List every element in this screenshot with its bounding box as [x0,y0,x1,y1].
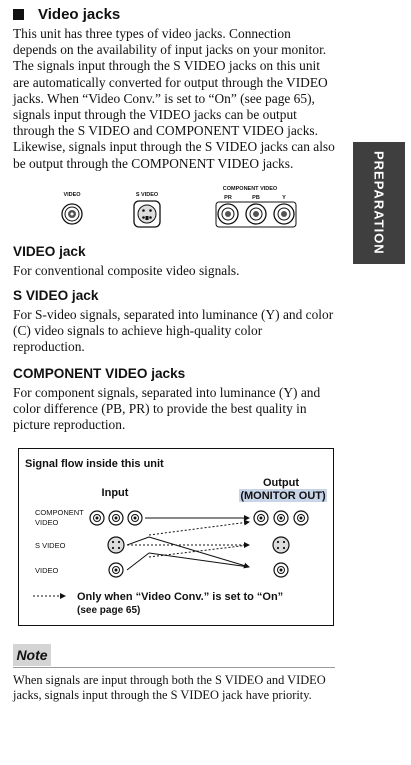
preparation-tab-label: PREPARATION [371,151,387,255]
output-label: Output [262,477,300,489]
input-svideo-jack-icon [108,537,124,553]
signal-flow-lines [127,518,249,570]
component-jack-icons [216,202,296,227]
row-component-label-1: COMPONENT [35,508,84,517]
section-heading [13,6,120,23]
video-jack-icon [62,204,82,224]
row-component-label-2: VIDEO [35,518,59,527]
video-jack-heading: VIDEO jack [13,244,86,259]
jack-pb-label: PB [252,195,260,201]
row-video-label: VIDEO [35,566,59,575]
jack-video-label: VIDEO [63,192,81,198]
video-jack-text: For conventional composite video signals. [13,263,240,278]
note-divider [13,667,335,668]
component-jack-text: For component signals, separated into luminance (Y) and color difference (PB, PR) to provide the best quality in picture reproduction. [13,385,321,433]
legend-text-2: (see page 65) [77,605,141,616]
intro-paragraph: This unit has three types of video jacks. Connection depends on the availability of input jacks on your monitor. The signals input through the S VIDEO jacks on this unit are automatically converted for output through the VIDEO jacks. When “Video Conv.” is set to “On” (see page 65), signals input through the VIDEO jacks can be output through the S VIDEO and COMPONENT VIDEO jacks. Likewise, signals input through the S VIDEO jacks can also be output through the COMPONENT VIDEO jacks. [13,26,335,171]
signal-flow-title: Signal flow inside this unit [25,458,164,470]
jack-pr-label: PR [224,195,232,201]
legend-text-1: Only when “Video Conv.” is set to “On” [77,591,284,603]
section-title: Video jacks [38,6,121,23]
note-text: When signals are input through both the S VIDEO and VIDEO jacks, signals input through the S VIDEO jack have priority. [13,673,326,702]
output-component-jacks-icon [254,511,308,525]
input-video-jack-icon [109,563,123,577]
square-bullet-icon [13,9,24,20]
row-svideo-label: S VIDEO [35,541,66,550]
output-video-jack-icon [274,563,288,577]
signal-flow-diagram [19,449,333,625]
jack-component-label: COMPONENT VIDEO [222,186,278,192]
legend [33,591,283,616]
input-label: Input [101,487,129,499]
signal-flow-box [18,448,334,626]
jack-figure [0,182,350,232]
output-sublabel: (MONITOR OUT) [240,490,326,502]
input-component-jacks-icon [90,511,142,525]
note-title: Note [13,644,51,666]
svideo-jack-icon [134,201,160,227]
svideo-jack-heading: S VIDEO jack [13,288,99,303]
output-svideo-jack-icon [273,537,289,553]
component-jack-heading: COMPONENT VIDEO jacks [13,366,186,381]
jack-svideo-label: S VIDEO [135,192,159,198]
svideo-jack-text: For S-video signals, separated into luminance (Y) and color (C) video signals to achieve high-quality color reproduction. [13,307,334,355]
jack-y-label: Y [282,195,286,201]
preparation-tab [353,142,405,264]
